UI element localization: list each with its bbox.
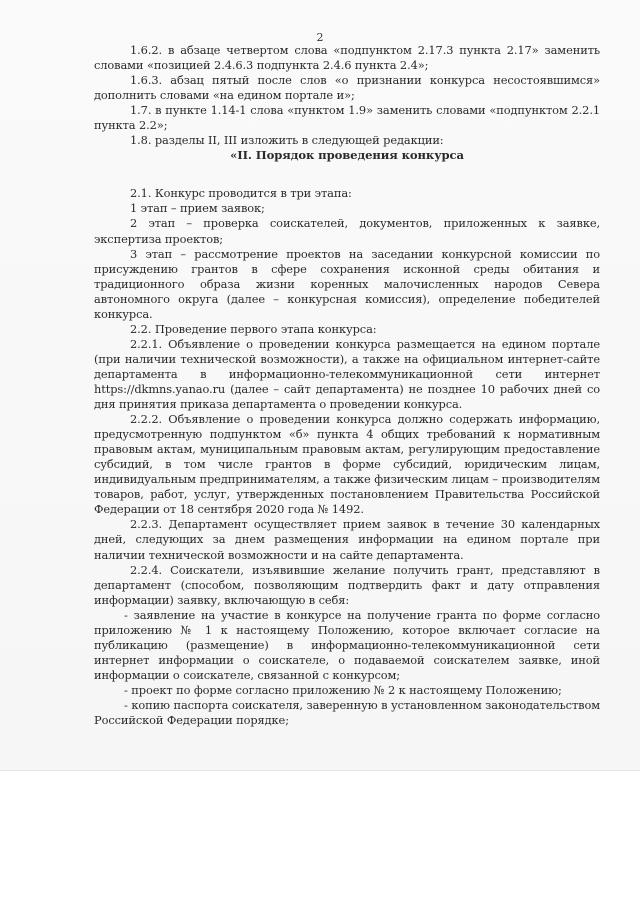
paragraph: 1.8. разделы II, III изложить в следующей редакции: [130, 133, 444, 148]
list-item: - заявление на участие в конкурсе на получение гранта по форме согласно приложению № 1 к настоящему Положению, которое включает согласие на публикацию (размещение) в информационно-телекоммуникационной сети интернет информации о соискателе, о подаваемой соискателем заявке, иной информации о соискателе, связанной с конкурсом; [94, 607, 600, 682]
paragraph: 2.2.2. Объявление о проведении конкурса должно содержать информацию, предусмотренную подпунктом «б» пункта 4 общих требований к нормативным правовым актам, муниципальным правовым актам, регулирующим предоставление субсидий, в том числе грантов в форме субсидий, юридическим лицам, индивидуальным предпринимателям, а также физическим лицам – производителям товаров, работ, услуг, утвержденных постановлением Правительства Российской Федерации от 18 сентября 2020 года № 1492. [94, 412, 600, 517]
list-item: - копию паспорта соискателя, заверенную в установленном законодательством Российской Федерации порядке; [94, 697, 600, 728]
page-number: 2 [316, 31, 324, 44]
paragraph: 2 этап – проверка соискателей, документов, приложенных к заявке, экспертиза проектов; [94, 216, 600, 246]
paragraph: 1.7. в пункте 1.14-1 слова «пунктом 1.9» заменить словами «подпунктом 2.2.1 пункта 2.2»; [94, 103, 600, 133]
paragraph: 1 этап – прием заявок; [130, 201, 265, 216]
paragraph: 1.6.3. абзац пятый после слов «о признании конкурса несостоявшимся» дополнить словами «на едином портале и»; [94, 73, 600, 103]
paragraph: 2.2.4. Соискатели, изъявившие желание получить грант, представляют в департамент (способом, позволяющим подтвердить факт и дату отправления информации) заявку, включающую в себя: [94, 562, 600, 607]
paragraph: 2.2. Проведение первого этапа конкурса: [130, 321, 377, 336]
paragraph: 2.1. Конкурс проводится в три этапа: [130, 186, 352, 201]
spacer [94, 173, 600, 186]
list-item: - проект по форме согласно приложению № 2 к настоящему Положению; [124, 682, 562, 697]
paragraph: 2.2.1. Объявление о проведении конкурса размещается на едином портале (при наличии технической возможности), а также на официальном интернет-сайте департамента в информационно-телекоммуникационной сети интернет https://dkmns.yanao.ru (далее – сайт департамента) не позднее 10 рабочих дней со дня принятия приказа департамента о проведении конкурса. [94, 336, 600, 412]
paragraph: 2.2.3. Департамент осуществляет прием заявок в течение 30 календарных дней, следующих за днем размещения информации на едином портале при наличии технической возможности и на сайте департамента. [94, 517, 600, 562]
paragraph: 3 этап – рассмотрение проектов на заседании конкурсной комиссии по присуждению грантов в сфере сохранения исконной среды обитания и традиционного образа жизни коренных малочисленных народов Севера автономного округа (далее – конкурсная комиссия), определение победителей конкурса. [94, 246, 600, 321]
document-body [94, 43, 600, 728]
section-heading: «II. Порядок проведения конкурса [230, 148, 464, 163]
paragraph: 1.6.2. в абзаце четвертом слова «подпунктом 2.17.3 пункта 2.17» заменить словами «позицией 2.4.6.3 подпункта 2.4.6 пункта 2.4»; [94, 43, 600, 73]
